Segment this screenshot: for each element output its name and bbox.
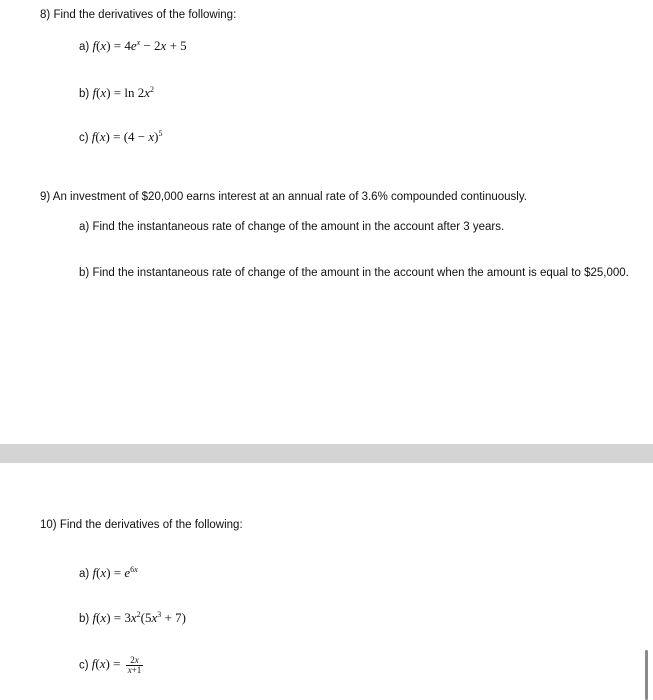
fraction: $\frac{2x}{x+1}$ — [127, 655, 142, 675]
part-label: a) — [79, 221, 90, 233]
formula-8c: $f(x) = (4 - x)^5$ — [91, 129, 163, 144]
question-8 — [40, 9, 236, 21]
formula-8a: $f(x) = 4e^x - 2x + 5$ — [92, 38, 187, 53]
part-label: a) — [79, 41, 90, 53]
question-9-text: An investment of $20,000 earns interest at an annual rate of 3.6% compounded continuously. — [52, 191, 527, 203]
question-8a — [79, 38, 187, 54]
part-label: c) — [79, 659, 89, 672]
question-10b — [79, 610, 186, 626]
question-8-text: Find the derivatives of the following: — [53, 9, 237, 21]
question-10 — [40, 519, 243, 531]
part-label: a) — [79, 568, 90, 580]
part-label: b) — [79, 267, 90, 279]
question-9a-text: Find the instantaneous rate of change of the amount in the account after 3 years. — [92, 221, 505, 233]
question-10a — [79, 565, 138, 581]
question-9a — [79, 221, 504, 233]
part-label: c) — [79, 132, 89, 144]
scrollbar-thumb[interactable] — [645, 650, 648, 700]
question-9-number: 9) — [40, 191, 51, 203]
formula-10a: $f(x) = e^{6x}$ — [92, 565, 138, 580]
question-8b — [79, 85, 154, 101]
question-8c — [79, 129, 163, 145]
question-10c — [79, 656, 143, 675]
question-10-number: 10) — [40, 519, 57, 531]
question-8-number: 8) — [40, 9, 51, 21]
part-label: b) — [79, 613, 90, 625]
formula-8b: $f(x) = \ln 2x^2$ — [92, 85, 154, 100]
question-10-text: Find the derivatives of the following: — [59, 519, 243, 531]
part-label: b) — [79, 88, 90, 100]
page-break-divider — [0, 444, 653, 463]
formula-10c: f(x) = $\frac{2x}{x+1}$ — [91, 655, 142, 675]
question-9 — [40, 191, 527, 203]
question-9b-text: Find the instantaneous rate of change of the amount in the account when the amount is equal to $25,000. — [92, 267, 629, 279]
question-9b — [79, 267, 629, 279]
formula-10b: $f(x) = 3x^2(5x^3 + 7)$ — [92, 610, 186, 625]
